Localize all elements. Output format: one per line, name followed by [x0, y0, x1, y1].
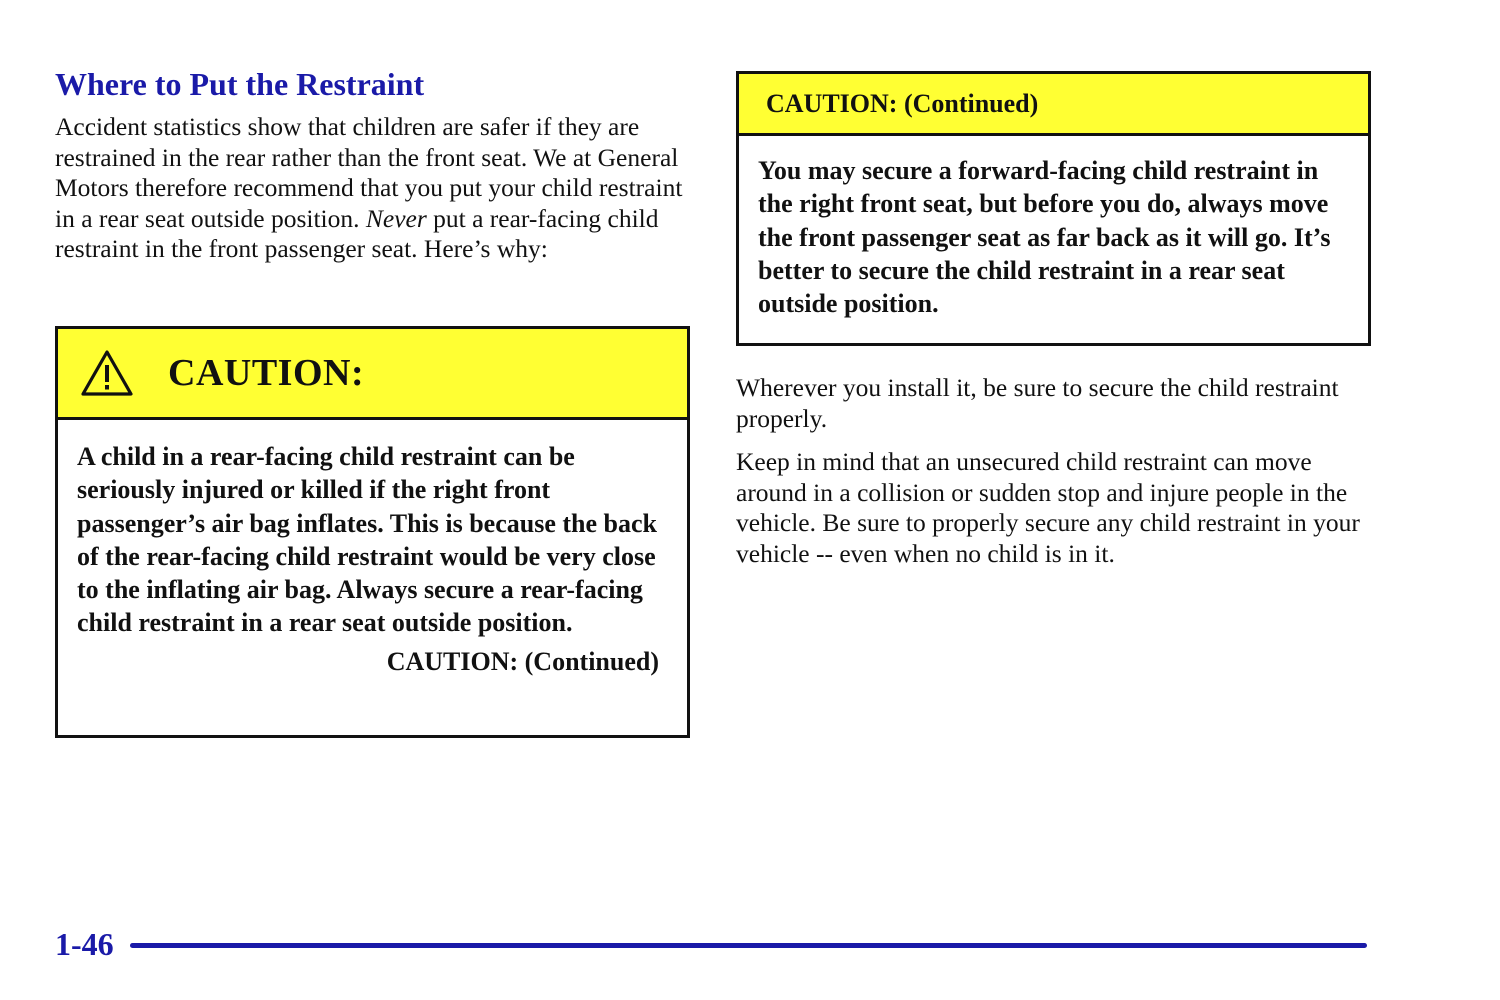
right-column: [736, 71, 1372, 569]
page-number: 1-46: [55, 926, 114, 962]
caution-box-continued: [736, 71, 1371, 346]
caution-body-main: A child in a rear-facing child restraint can be seriously injured or killed if the right front passenger’s air bag inflates. This is because the back of the rear-facing child restraint would be very close to the inflating air bag. Always secure a rear-facing child restraint in a rear seat outside position.: [77, 442, 657, 638]
intro-text-end: put a rear-facing child restraint in the front passenger seat. Here’s why:: [55, 203, 659, 263]
caution-continued-title: CAUTION: (Continued): [766, 88, 1039, 118]
left-column: [55, 64, 695, 265]
footer-rule: [130, 943, 1367, 948]
caution-continued-label: CAUTION: (Continued): [386, 646, 659, 676]
intro-text-start: Accident statistics show that children are safer if they are restrained in the rear rather than the front seat. We at General Motors therefore recommend that you put your child restraint in a rear seat outside position.: [55, 112, 683, 233]
caution-header-main: [58, 329, 687, 420]
caution-header-continued: [739, 74, 1368, 136]
install-paragraph: Wherever you install it, be sure to secure the child restraint properly.: [736, 373, 1339, 433]
section-title: Where to Put the Restraint: [55, 66, 425, 102]
caution-title: CAUTION:: [168, 352, 365, 394]
caution-box-main: [55, 326, 690, 738]
intro-emphasis-never: Never: [365, 203, 427, 233]
unsecured-paragraph: Keep in mind that an unsecured child restraint can move around in a collision or sudden stop and injure people in the vehicle. Be sure to properly secure any child restraint in your vehicle -- even when no child is in it.: [736, 447, 1360, 568]
warning-triangle-icon: [80, 349, 134, 397]
intro-paragraph: [55, 112, 695, 265]
caution-body-continued: You may secure a forward-facing child restraint in the right front seat, but before you do, always move the front passenger seat as far back as it will go. It’s better to secure the child restraint in a rear seat outside position.: [758, 156, 1331, 319]
